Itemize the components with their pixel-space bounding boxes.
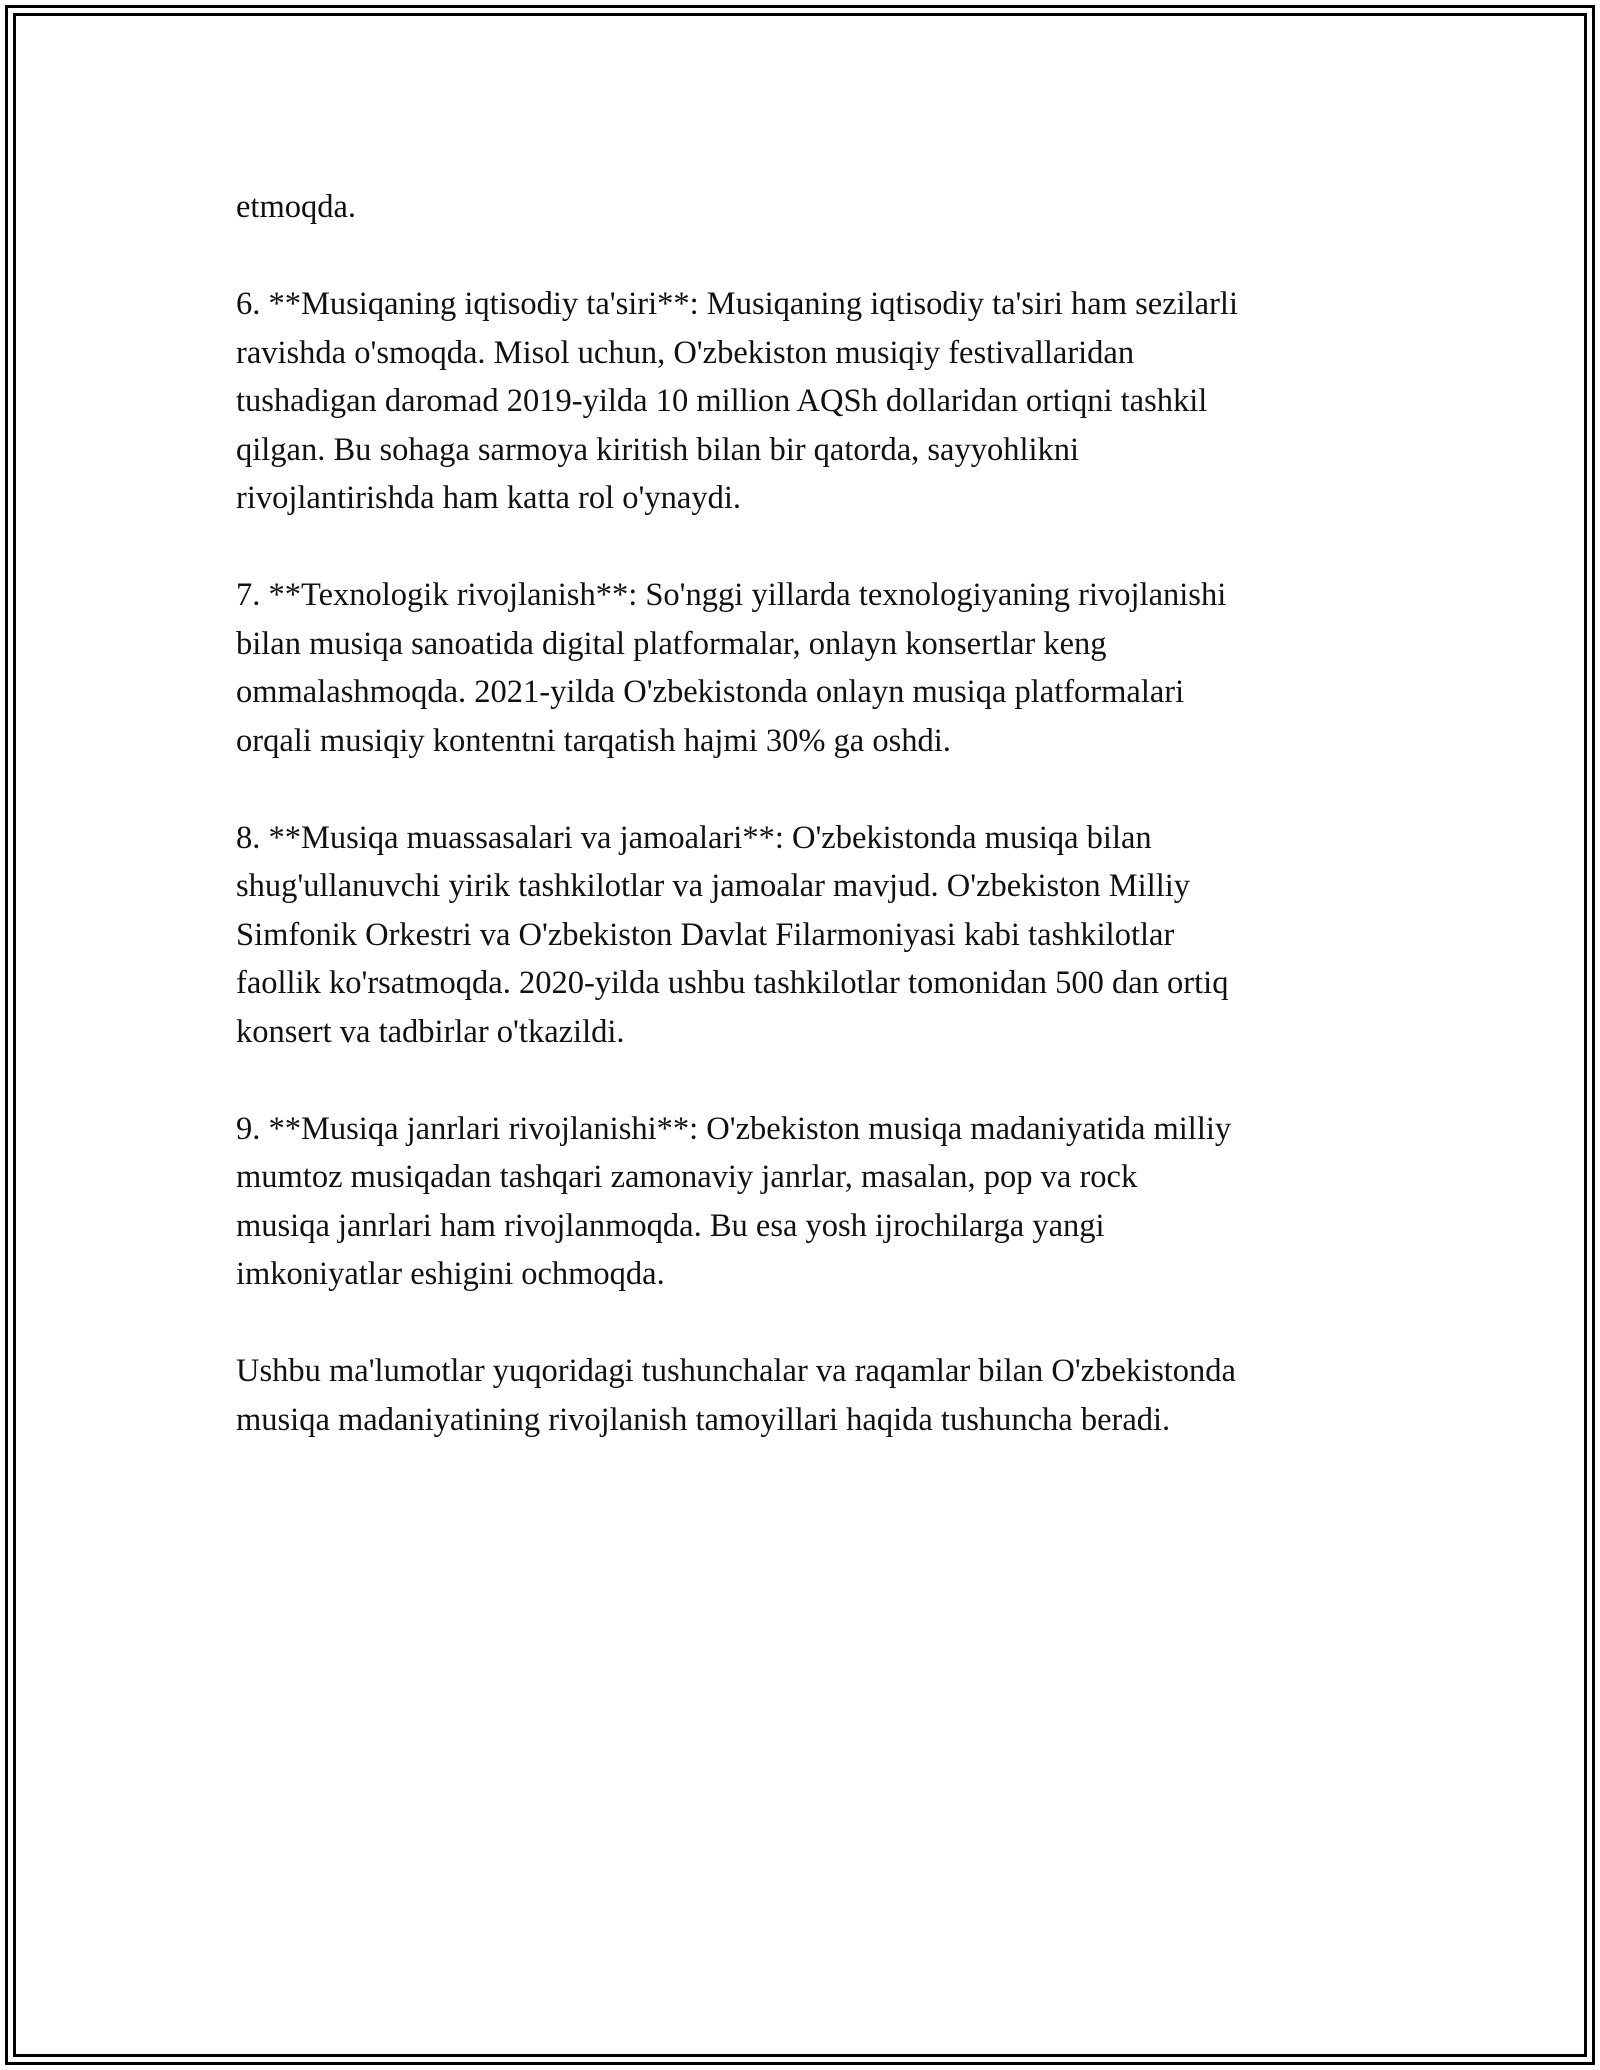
paragraph-item-7: 7. **Texnologik rivojlanish**: So'nggi yillarda texnologiyaning rivojlanishi bilan musiqa sanoatida digital platformalar, onlayn konsertlar keng ommalashmoqda. 2021-yilda O'zbekistonda onlayn musiqa platformalari orqali musiqiy kontentni tarqatish hajmi 30% ga oshdi. xyxy=(236,577,1227,759)
document-body xyxy=(236,183,1376,1493)
paragraph-item-9: 9. **Musiqa janrlari rivojlanishi**: O'zbekiston musiqa madaniyatida milliy mumtoz musiqadan tashqari zamonaviy janrlar, masalan, pop va rock musiqa janrlari ham rivojlanmoqda. Bu esa yosh ijrochilarga yangi imkoniyatlar eshigini ochmoqda. xyxy=(236,1110,1232,1292)
paragraph-continuation: etmoqda. xyxy=(236,189,357,225)
paragraph-conclusion: Ushbu ma'lumotlar yuqoridagi tushunchalar va raqamlar bilan O'zbekistonda musiqa madaniyatining rivojlanish tamoyillari haqida tushuncha beradi. xyxy=(236,1353,1236,1438)
paragraph-item-6: 6. **Musiqaning iqtisodiy ta'siri**: Musiqaning iqtisodiy ta'siri ham sezilarli ravishda o'smoqda. Misol uchun, O'zbekiston musiqiy festivallaridan tushadigan daromad 2019-yilda 10 million AQSh dollaridan ortiqni tashkil qilgan. Bu sohaga sarmoya kiritish bilan bir qatorda, sayyohlikni rivojlantirishda ham katta rol o'ynaydi. xyxy=(236,286,1238,516)
paragraph-item-8: 8. **Musiqa muassasalari va jamoalari**: O'zbekistonda musiqa bilan shug'ullanuvchi yirik tashkilotlar va jamoalar mavjud. O'zbekiston Milliy Simfonik Orkestri va O'zbekiston Davlat Filarmoniyasi kabi tashkilotlar faollik ko'rsatmoqda. 2020-yilda ushbu tashkilotlar tomonidan 500 dan ortiq konsert va tadbirlar o'tkazildi. xyxy=(236,819,1229,1050)
